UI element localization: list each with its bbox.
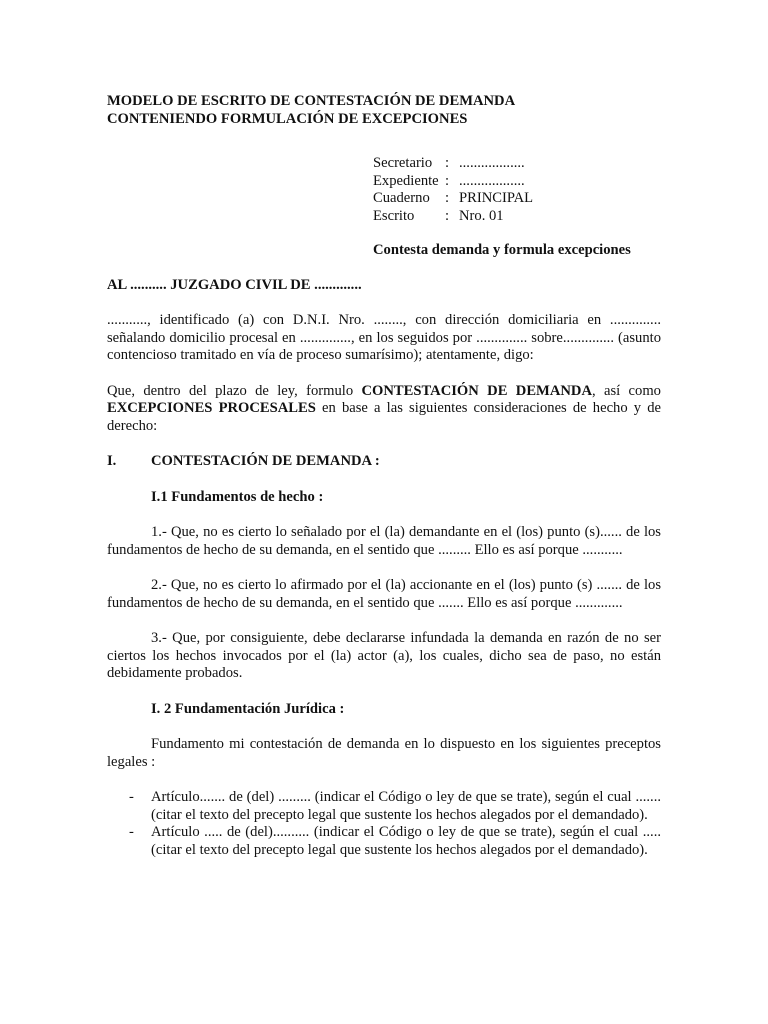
meta-separator: : (445, 172, 450, 189)
fact-paragraph: 1.- Que, no es cierto lo señalado por el (la) demandante en el (los) punto (s)...... de los fundamentos de hecho de su demanda, en el sentido que ......... Ello es así porque ........... (107, 524, 661, 558)
meta-row-expediente (373, 173, 661, 191)
meta-label: Cuaderno (373, 190, 430, 206)
meta-label: Expediente (373, 172, 439, 189)
list-bullet: - (129, 789, 134, 805)
document-title (107, 93, 661, 128)
meta-row-cuaderno (373, 190, 661, 208)
meta-value: .................. (459, 172, 525, 189)
section-number: I. (107, 453, 117, 469)
petition-text: , así como (591, 382, 661, 399)
intro-paragraph: ..........., identificado (a) con D.N.I. Nro. ........, con dirección domiciliaria en .............. señalando domicilio procesal en .............., en los seguidos por .............. sobre.............. (asunto contencioso tramitado en vía de proceso sumarísimo); atentamente, digo: (107, 312, 661, 363)
petition-bold-text: EXCEPCIONES PROCESALES (107, 400, 316, 416)
meta-label: Secretario (373, 155, 433, 171)
court-addressee: AL .......... JUZGADO CIVIL DE ............. (107, 276, 362, 293)
petition-text: Que, dentro del plazo de ley, formulo (107, 382, 362, 399)
fact-paragraph: 2.- Que, no es cierto lo afirmado por el (la) accionante en el (los) punto (s) ....... de los fundamentos de hecho de su demanda, en el sentido que ....... Ello es así porque ............. (107, 577, 661, 611)
list-item (107, 824, 661, 859)
petition-bold-text: CONTESTACIÓN DE DEMANDA (361, 382, 592, 399)
section-heading (107, 453, 661, 471)
meta-row-secretario (373, 155, 661, 173)
meta-value: .................. (459, 155, 525, 171)
subsection-heading: I.1 Fundamentos de hecho : (151, 488, 324, 505)
subsection-heading: I. 2 Fundamentación Jurídica : (151, 700, 345, 717)
document-page (107, 93, 661, 859)
list-item-text: Artículo ..... de (del).......... (indicar el Código o ley de que se trate), según el cual ..... (citar el texto del precepto legal que sustente los hechos alegados por el demandado). (151, 824, 661, 858)
meta-separator: : (445, 190, 450, 206)
section-title: CONTESTACIÓN DE DEMANDA : (151, 453, 380, 469)
petition-text: en base a las siguientes consideraciones de hecho y de derecho: (107, 400, 661, 434)
meta-value: Nro. 01 (459, 207, 504, 224)
meta-separator: : (445, 207, 450, 224)
title-line-2: CONTENIENDO FORMULACIÓN DE EXCEPCIONES (107, 110, 468, 127)
legal-intro-paragraph: Fundamento mi contestación de demanda en lo dispuesto en los siguientes preceptos legales : (107, 736, 661, 770)
list-bullet: - (129, 824, 134, 840)
fact-paragraph: 3.- Que, por consiguiente, debe declararse infundada la demanda en razón de no ser ciertos los hechos invocados por el (la) actor (a), los cuales, dicho sea de paso, no están debidamente probados. (107, 630, 661, 681)
meta-row-escrito (373, 208, 661, 226)
case-metadata (373, 155, 661, 225)
title-line-1: MODELO DE ESCRITO DE CONTESTACIÓN DE DEMANDA (107, 93, 516, 109)
list-item-text: Artículo....... de (del) ......... (indicar el Código o ley de que se trate), según el cual ....... (citar el texto del precepto legal que sustente los hechos alegados por el demandado). (151, 789, 661, 823)
meta-value: PRINCIPAL (459, 190, 534, 206)
meta-label: Escrito (373, 207, 415, 224)
legal-precepts-list (107, 789, 661, 859)
petition-paragraph (107, 383, 661, 436)
sumilla: Contesta demanda y formula excepciones (373, 242, 631, 258)
list-item (107, 789, 661, 824)
meta-separator: : (445, 155, 450, 171)
